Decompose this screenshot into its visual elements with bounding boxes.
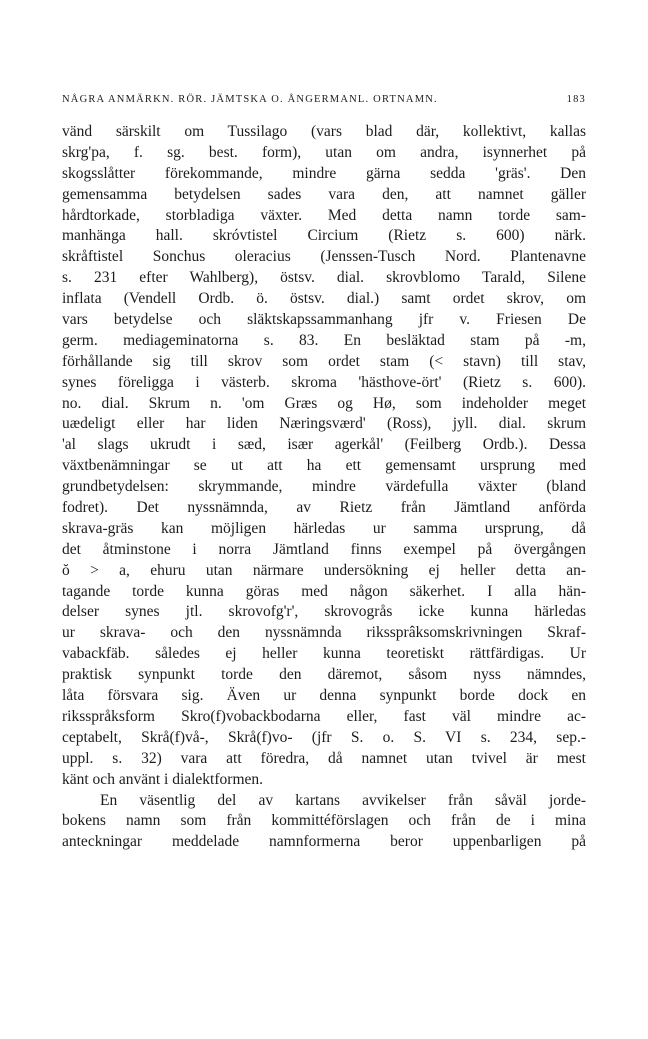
text-line: germ. mediageminatorna s. 83. En besläktad stam på -m, bbox=[62, 331, 586, 349]
text-line: delser synes jtl. skrovofg'r', skrovogrås icke kunna härledas bbox=[62, 603, 586, 621]
text-line-paragraph-end: känt och använt i dialektformen. bbox=[62, 770, 264, 788]
text-line: 'al slags ukrudt i sæd, især agerkål' (Feilberg Ordb.). Dessa bbox=[62, 436, 586, 454]
text-line: fodret). Det nyssnämnda, av Rietz från Jämtland anförda bbox=[62, 499, 586, 517]
running-head bbox=[62, 94, 586, 105]
text-line: vabackfäb. således ej heller kunna teoretiskt rättfärdigas. Ur bbox=[62, 645, 586, 663]
text-line: anteckningar meddelade namnformerna beror uppenbarligen på bbox=[62, 833, 586, 851]
text-line: praktisk synpunkt torde den däremot, såsom nyss nämndes, bbox=[62, 666, 586, 684]
text-line: bokens namn som från kommittéförslagen och från de i mina bbox=[62, 812, 586, 830]
text-line: s. 231 efter Wahlberg), östsv. dial. skrovblomo Tarald, Silene bbox=[62, 269, 586, 287]
text-line: uædeligt eller har liden Næringsværd' (Ross), jyll. dial. skrum bbox=[62, 415, 586, 433]
text-line: hårdtorkade, storbladiga växter. Med detta namn torde sam- bbox=[62, 206, 586, 224]
text-line: synes föreligga i västerb. skroma 'hästhove-ört' (Rietz s. 600). bbox=[62, 373, 586, 391]
text-line: låta försvara sig. Även ur denna synpunkt borde dock en bbox=[62, 687, 586, 705]
text-line: skråftistel Sonchus oleracius (Jenssen-Tusch Nord. Plantenavne bbox=[62, 248, 586, 266]
text-line: vänd särskilt om Tussilago (vars blad där, kollektivt, kallas bbox=[62, 123, 586, 140]
text-line: vars betydelse och släktskapssammanhang jfr v. Friesen De bbox=[62, 311, 586, 329]
text-line: riksspråksform Skro(f)vobackbodarna eller, fast väl mindre ac- bbox=[62, 707, 586, 725]
text-line-paragraph-start: En väsentlig del av kartans avvikelser från såväl jorde- bbox=[100, 791, 586, 809]
text-line: ŏ > a, ehuru utan närmare undersökning ej heller detta an- bbox=[62, 561, 586, 579]
text-line: grundbetydelsen: skrymmande, mindre värdefulla växter (bland bbox=[62, 478, 586, 496]
text-line: no. dial. Skrum n. 'om Græs og Hø, som indeholder meget bbox=[62, 394, 586, 412]
body-text bbox=[62, 122, 586, 853]
running-head-title: NÅGRA ANMÄRKN. RÖR. JÄMTSKA O. ÅNGERMANL. ORTNAMN. bbox=[62, 94, 438, 105]
text-line: växtbenämningar se ut att ha ett gemensamt ursprung med bbox=[62, 457, 586, 475]
text-line: tagande torde kunna göras med någon säkerhet. I alla hän- bbox=[62, 582, 586, 600]
text-line: förhållande sig till skrov som ordet stam (< stavn) till stav, bbox=[62, 352, 586, 370]
text-line: manhänga hall. skróvtistel Circium (Rietz s. 600) närk. bbox=[62, 227, 586, 245]
text-line: uppl. s. 32) vara att föredra, då namnet utan tvivel är mest bbox=[62, 749, 586, 767]
text-line: skrava-gräs kan möjligen härledas ur samma ursprung, då bbox=[62, 519, 586, 537]
text-line: skogsslåtter förekommande, mindre gärna sedda 'gräs'. Den bbox=[62, 164, 586, 182]
text-line: det åtminstone i norra Jämtland finns exempel på övergången bbox=[62, 540, 586, 558]
text-line: inflata (Vendell Ordb. ö. östsv. dial.) samt ordet skrov, om bbox=[62, 290, 586, 308]
page-number: 183 bbox=[566, 94, 586, 105]
text-line: ceptabelt, Skrå(f)vå-, Skrå(f)vo- (jfr S. o. S. VI s. 234, sep.- bbox=[62, 728, 586, 746]
text-line: gemensamma betydelsen sades vara den, att namnet gäller bbox=[62, 185, 586, 203]
text-line: skrg'pa, f. sg. best. form), utan om andra, isynnerhet på bbox=[62, 143, 586, 161]
text-line: ur skrava- och den nyssnämnda rikssprâksomskrivningen Skraf- bbox=[62, 624, 586, 642]
